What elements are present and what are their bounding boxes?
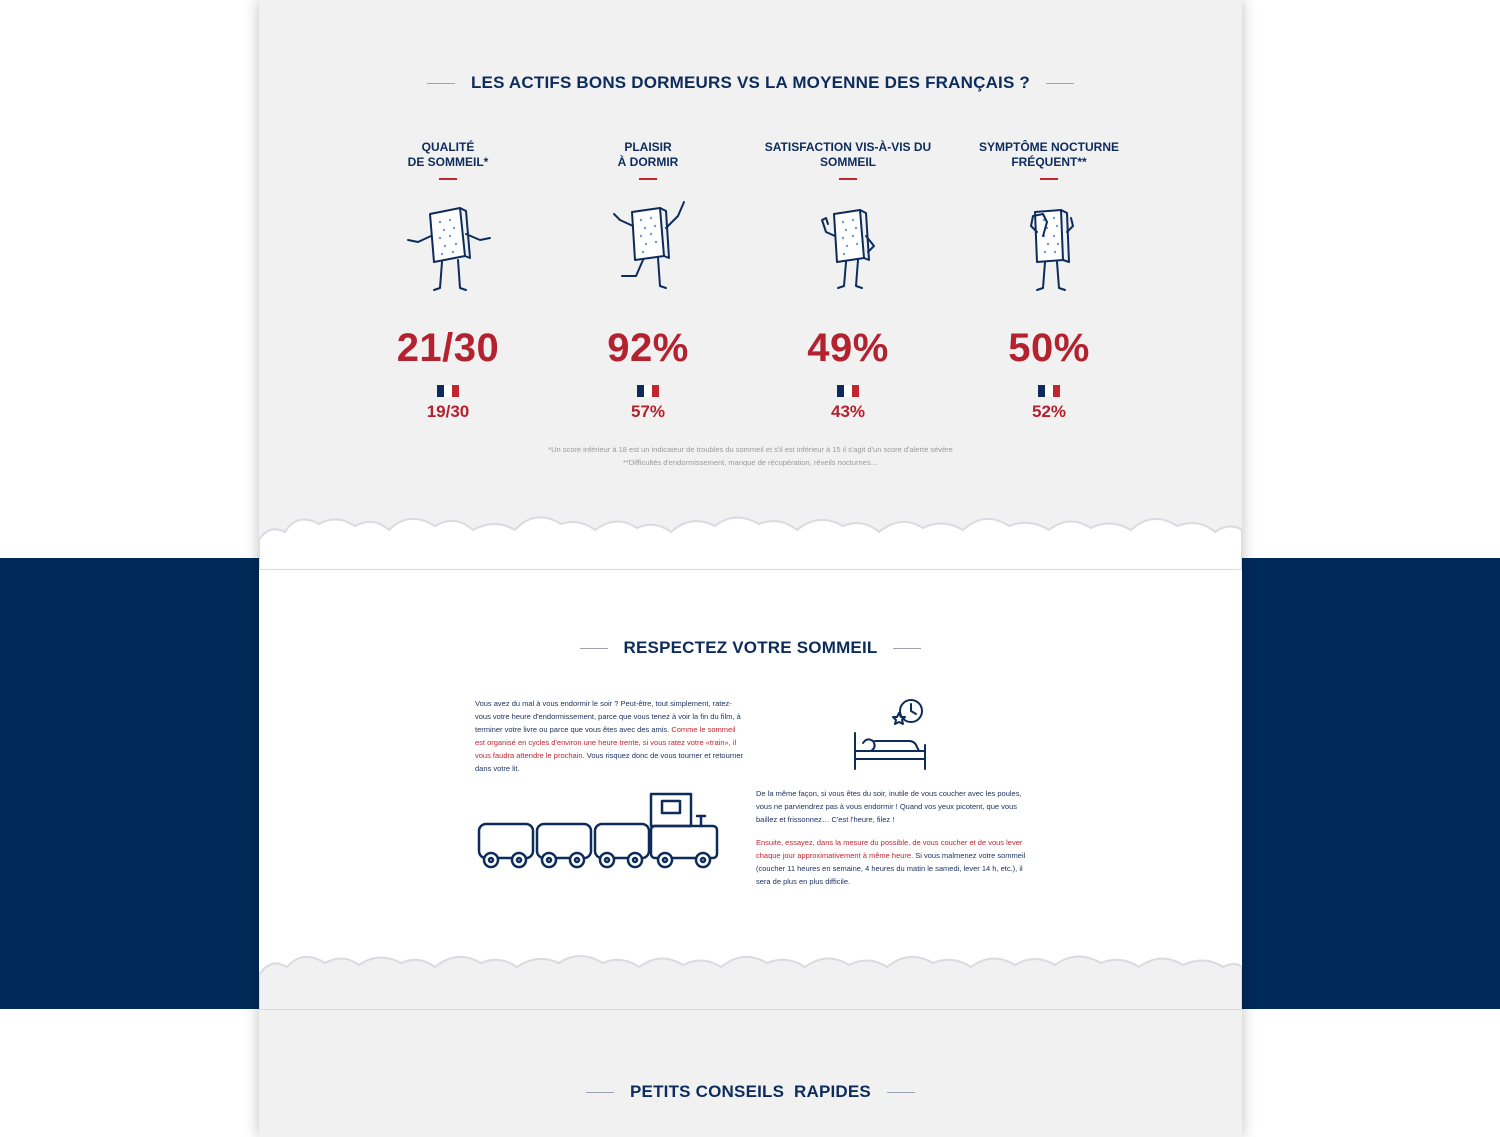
stat-value: 49%	[807, 326, 889, 370]
stat-value: 50%	[1008, 326, 1090, 370]
footnotes	[259, 443, 1242, 469]
title-rule-right	[1046, 83, 1074, 84]
mattress-character-thumbs-up-icon	[748, 192, 948, 310]
label-underline	[839, 178, 857, 180]
section-title-text: LES ACTIFS BONS DORMEURS VS LA MOYENNE DES FRANÇAIS ?	[470, 73, 1031, 92]
french-flag-icon	[637, 385, 659, 397]
title-rule-left	[580, 648, 608, 649]
label-underline	[1040, 178, 1058, 180]
paragraph-regular-schedule: Ensuite, essayez, dans la mesure du possible, de vous coucher et de vous lever chaque jour approximativement à même heure. Si vous malmenez votre sommeil (coucher 11 heures en semaine, 4 heures du matin le samedi, lever 14 h, etc.), il sera de plus en plus difficile.	[756, 838, 1026, 886]
stat-sleep-pleasure	[548, 140, 748, 422]
section-title-text: RESPECTEZ VOTRE SOMMEIL	[623, 638, 878, 657]
france-average-value: 52%	[1031, 402, 1067, 421]
french-flag-icon	[437, 385, 459, 397]
title-rule-left	[427, 83, 455, 84]
mattress-character-tired-icon	[949, 192, 1149, 310]
stat-sleep-satisfaction	[748, 140, 948, 422]
footnote-score: *Un score inférieur à 18 est un indicateur de troubles du sommeil et s'il est inférieur à 15 il s'agit d'un score d'alerte sévère	[548, 445, 953, 454]
mattress-character-shrugging-icon	[348, 192, 548, 310]
stat-label: PLAISIR À DORMIR	[617, 140, 679, 169]
france-average-value: 43%	[830, 402, 866, 421]
stat-label: SATISFACTION VIS-À-VIS DU SOMMEIL	[764, 140, 932, 169]
stat-label: QUALITÉ DE SOMMEIL*	[407, 140, 489, 169]
bed-clock-icon	[849, 697, 929, 772]
label-underline	[439, 178, 457, 180]
stat-value: 21/30	[396, 326, 500, 370]
stat-value: 92%	[607, 326, 689, 370]
page-column	[259, 0, 1242, 1137]
france-average-value: 57%	[630, 402, 666, 421]
clouds-bottom-decoration	[259, 945, 1242, 1010]
title-rule-left	[586, 1092, 614, 1093]
white-section	[259, 540, 1242, 1010]
paragraph-missed-train: Vous avez du mal à vous endormir le soir ? Peut-être, tout simplement, ratez-vous votre heure d'endormissement, parce que vous tenez à voir la fin du film, à terminer votre livre ou parce que vous êtes avec des amis. Comme le sommeil est organisé en cycles d'environ une heure trente, si vous ratez votre «train», il vous faudra attendre le prochain. Vous risquez donc de vous tourner et retourner dans votre lit.	[475, 699, 744, 773]
title-rule-right	[893, 648, 921, 649]
train-icon	[475, 788, 721, 873]
france-average-value: 19/30	[426, 402, 470, 421]
section-title-tips	[259, 1082, 1242, 1102]
french-flag-icon	[1038, 385, 1060, 397]
stat-night-symptom	[949, 140, 1149, 422]
french-flag-icon	[837, 385, 859, 397]
section-title-text: PETITS CONSEILS RAPIDES	[630, 1082, 871, 1101]
footnote-symptoms: **Difficultés d'endormissement, manque de récupération, réveils nocturnes…	[622, 458, 879, 467]
mattress-character-dancing-icon	[548, 192, 748, 310]
stat-label: SYMPTÔME NOCTURNE FRÉQUENT**	[978, 140, 1119, 169]
section-title-stats	[259, 73, 1242, 93]
title-rule-right	[887, 1092, 915, 1093]
paragraph-evening-person: De la même façon, si vous êtes du soir, inutile de vous coucher avec les poules, vous ne parviendrez pas à vous endormir ! Quand vos yeux picotent, que vous baillez et frissonnez… C'est l'heure, filez !	[756, 789, 1022, 824]
clouds-top-decoration	[259, 500, 1242, 570]
stat-sleep-quality	[348, 140, 548, 422]
section-title-respect	[259, 638, 1242, 658]
label-underline	[639, 178, 657, 180]
